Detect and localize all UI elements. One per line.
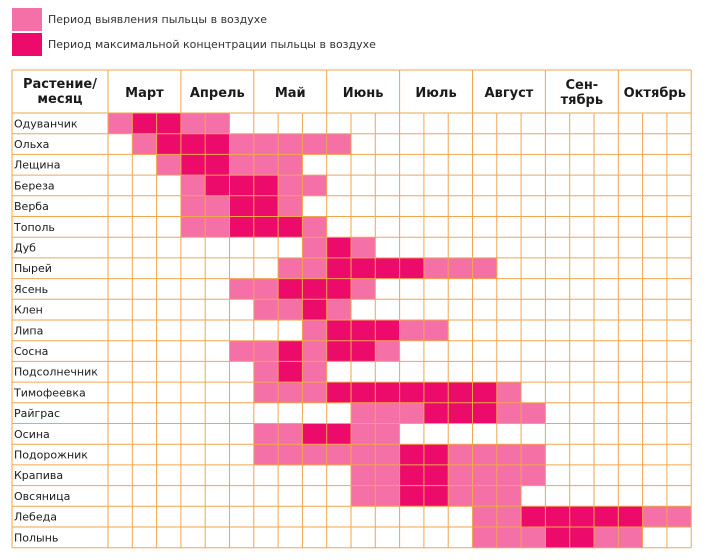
pollen-cell	[473, 486, 498, 507]
pollen-cell	[230, 341, 255, 362]
pollen-cell	[302, 299, 327, 320]
month-label: Март	[125, 86, 164, 101]
pollen-cell	[302, 237, 327, 258]
pollen-cell	[400, 403, 425, 424]
pollen-cell	[230, 175, 255, 196]
month-label: Апрель	[189, 86, 245, 101]
pollen-cell	[375, 444, 400, 465]
pollen-cell	[375, 258, 400, 279]
pollen-cell	[254, 196, 279, 217]
pollen-cell	[351, 237, 376, 258]
pollen-cell	[278, 196, 303, 217]
pollen-cell	[302, 361, 327, 382]
pollen-cell	[230, 134, 255, 155]
pollen-cell	[302, 382, 327, 403]
pollen-cell	[181, 196, 206, 217]
pollen-cell	[254, 217, 279, 238]
pollen-cell	[667, 506, 692, 527]
plant-label: Полынь	[14, 531, 59, 545]
pollen-cell	[473, 506, 498, 527]
pollen-cell	[448, 465, 473, 486]
pollen-cell	[497, 382, 522, 403]
pollen-cell	[327, 320, 352, 341]
pollen-cell	[400, 444, 425, 465]
pollen-cell	[108, 113, 133, 134]
pollen-cell	[497, 506, 522, 527]
pollen-cell	[327, 258, 352, 279]
pollen-cell	[302, 258, 327, 279]
month-label: Май	[274, 86, 306, 101]
month-label: Июль	[415, 86, 457, 101]
pollen-cell	[424, 465, 449, 486]
plant-label: Тополь	[14, 220, 55, 234]
pollen-cell	[424, 320, 449, 341]
pollen-cell	[181, 175, 206, 196]
pollen-cell	[302, 444, 327, 465]
pollen-cell	[205, 217, 230, 238]
pollen-cell	[351, 465, 376, 486]
pollen-cell	[302, 134, 327, 155]
pollen-cell	[302, 320, 327, 341]
pollen-cell	[132, 134, 157, 155]
pollen-cell	[278, 258, 303, 279]
pollen-cell	[570, 506, 595, 527]
pollen-cell	[302, 217, 327, 238]
pollen-cell	[254, 175, 279, 196]
pollen-cell	[254, 361, 279, 382]
pollen-cell	[643, 506, 668, 527]
pollen-cell	[181, 154, 206, 175]
pollen-cell	[205, 134, 230, 155]
month-label: тябрь	[560, 93, 604, 108]
month-label: Октябрь	[623, 86, 686, 101]
pollen-cell	[278, 175, 303, 196]
plant-label: Овсяница	[14, 489, 71, 503]
pollen-cell	[327, 299, 352, 320]
pollen-cell	[278, 382, 303, 403]
pollen-cell	[205, 154, 230, 175]
pollen-cell	[521, 403, 546, 424]
plant-label: Тимофеевка	[14, 386, 86, 400]
pollen-cell	[254, 279, 279, 300]
pollen-cell	[375, 424, 400, 445]
pollen-cell	[618, 527, 643, 548]
pollen-cell	[278, 444, 303, 465]
pollen-cell	[497, 465, 522, 486]
plant-label: Подорожник	[14, 448, 88, 462]
pollen-cell	[594, 506, 619, 527]
pollen-cell	[473, 465, 498, 486]
pollen-cell	[230, 154, 255, 175]
plant-label: Верба	[14, 200, 49, 214]
pollen-cell	[327, 382, 352, 403]
corner-header-label: месяц	[37, 92, 83, 107]
plant-label: Дуб	[14, 241, 36, 255]
pollen-cell	[254, 341, 279, 362]
plant-label: Райграс	[14, 407, 61, 421]
pollen-cell	[278, 217, 303, 238]
pollen-cell	[327, 279, 352, 300]
pollen-cell	[521, 444, 546, 465]
pollen-cell	[497, 403, 522, 424]
pollen-cell	[327, 237, 352, 258]
pollen-cell	[497, 527, 522, 548]
pollen-cell	[254, 154, 279, 175]
pollen-cell	[400, 486, 425, 507]
corner-header-label: Растение/	[22, 77, 98, 92]
pollen-cell	[205, 196, 230, 217]
pollen-cell	[278, 279, 303, 300]
plant-label: Пырей	[14, 262, 52, 276]
pollen-cell	[254, 134, 279, 155]
pollen-cell	[327, 134, 352, 155]
pollen-cell	[448, 486, 473, 507]
pollen-cell	[278, 424, 303, 445]
plant-label: Лебеда	[14, 510, 57, 524]
pollen-cell	[400, 258, 425, 279]
pollen-cell	[448, 403, 473, 424]
plant-label: Крапива	[14, 469, 64, 483]
pollen-cell	[424, 258, 449, 279]
pollen-cell	[473, 444, 498, 465]
plant-label: Ясень	[14, 282, 49, 296]
plant-label: Осина	[14, 427, 50, 441]
pollen-cell	[302, 424, 327, 445]
pollen-cell	[278, 361, 303, 382]
pollen-cell	[497, 486, 522, 507]
pollen-cell	[521, 506, 546, 527]
plant-label: Береза	[14, 179, 55, 193]
pollen-cell	[521, 527, 546, 548]
pollen-cell	[351, 341, 376, 362]
pollen-cell	[351, 403, 376, 424]
legend-label-peak: Период максимальной концентрации пыльцы в воздухе	[48, 38, 376, 51]
pollen-cell	[375, 382, 400, 403]
pollen-cell	[618, 506, 643, 527]
month-label: Июнь	[342, 86, 384, 101]
pollen-cell	[278, 299, 303, 320]
pollen-cell	[594, 527, 619, 548]
pollen-cell	[230, 279, 255, 300]
pollen-cell	[351, 444, 376, 465]
pollen-cell	[254, 424, 279, 445]
pollen-cell	[473, 527, 498, 548]
pollen-cell	[278, 341, 303, 362]
pollen-cell	[254, 299, 279, 320]
pollen-cell	[230, 196, 255, 217]
pollen-cell	[132, 113, 157, 134]
pollen-cell	[400, 382, 425, 403]
plant-label: Клен	[14, 303, 43, 317]
pollen-cell	[205, 113, 230, 134]
pollen-cell	[400, 465, 425, 486]
pollen-cell	[473, 258, 498, 279]
month-label: Август	[484, 86, 534, 101]
pollen-cell	[302, 175, 327, 196]
pollen-cell	[351, 424, 376, 445]
pollen-cell	[570, 527, 595, 548]
pollen-cell	[375, 403, 400, 424]
pollen-cell	[351, 382, 376, 403]
pollen-cell	[254, 382, 279, 403]
pollen-cell	[400, 320, 425, 341]
month-label: Сен-	[565, 78, 599, 93]
pollen-cell	[473, 403, 498, 424]
pollen-cell	[181, 134, 206, 155]
pollen-cell	[351, 279, 376, 300]
pollen-cell	[278, 154, 303, 175]
pollen-cell	[302, 279, 327, 300]
pollen-cell	[448, 382, 473, 403]
pollen-cell	[545, 527, 570, 548]
pollen-cell	[424, 444, 449, 465]
pollen-cell	[327, 424, 352, 445]
pollen-cell	[157, 134, 182, 155]
plant-label: Одуванчик	[14, 117, 78, 131]
pollen-cell	[302, 341, 327, 362]
pollen-cell	[545, 506, 570, 527]
pollen-cell	[157, 113, 182, 134]
pollen-cell	[375, 341, 400, 362]
pollen-cell	[473, 382, 498, 403]
legend-label-detection: Период выявления пыльцы в воздухе	[48, 13, 268, 26]
pollen-cell	[327, 341, 352, 362]
pollen-cell	[424, 403, 449, 424]
plant-label: Липа	[14, 324, 44, 338]
pollen-cell	[351, 258, 376, 279]
pollen-cell	[278, 134, 303, 155]
pollen-cell	[230, 217, 255, 238]
pollen-cell	[424, 382, 449, 403]
pollen-cell	[448, 444, 473, 465]
pollen-cell	[205, 175, 230, 196]
plant-label: Сосна	[14, 344, 49, 358]
pollen-cell	[375, 320, 400, 341]
pollen-cell	[327, 444, 352, 465]
plant-label: Подсолнечник	[14, 365, 98, 379]
pollen-cell	[181, 113, 206, 134]
pollen-cell	[375, 486, 400, 507]
pollen-cell	[424, 486, 449, 507]
pollen-cell	[521, 465, 546, 486]
pollen-cell	[497, 444, 522, 465]
pollen-cell	[157, 154, 182, 175]
pollen-cell	[351, 320, 376, 341]
pollen-cell	[254, 444, 279, 465]
pollen-cell	[375, 465, 400, 486]
pollen-cell	[351, 486, 376, 507]
pollen-cell	[448, 258, 473, 279]
plant-label: Ольха	[14, 137, 50, 151]
pollen-cell	[181, 217, 206, 238]
plant-label: Лещина	[14, 158, 61, 172]
